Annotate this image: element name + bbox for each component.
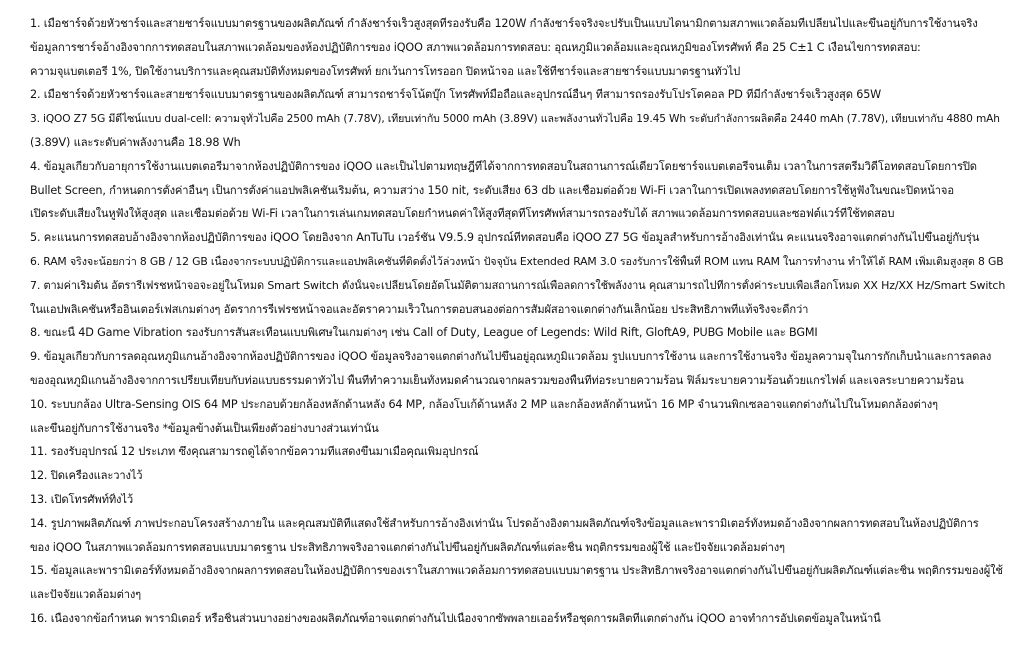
note-line: เปิดระดับเสียงในหูฟังให้สูงสุด และเชื่อมต่อด้วย Wi-Fi เวลาในการเล่นเกมทดสอบโดยกำหนดค่าให้สูงที่สุดที่โทรศัพท์สามารถรองรับได้ สภาพแวดล้อมการทดสอบและซอฟต์แวร์ที่ใช้ทดสอบ xyxy=(30,207,895,221)
note-line: (3.89V) และระดับค่าพลังงานคือ 18.98 Wh xyxy=(30,135,241,149)
note-line: และขึ้นอยู่กับการใช้งานจริง *ข้อมูลข้างต้นเป็นเพียงตัวอย่างบางส่วนเท่านั้น xyxy=(30,421,379,435)
note-line: 3. iQOO Z7 5G มีดีไซน์แบบ dual-cell: ความจุทั่วไปคือ 2500 mAh (7.78V), เทียบเท่ากับ 5000 mAh (3.89V) และพลังงานทั่วไปคือ 19.45 Wh ระดับกำลังการผลิตคือ 2440 mAh (7.78V), เทียบเท่ากับ 4880 mAh xyxy=(30,113,1000,126)
note-line: ข้อมูลการชาร์จอ้างอิงจากการทดสอบในสภาพแวดล้อมของห้องปฏิบัติการของ iQOO สภาพแวดล้อมการทดสอบ: อุณหภูมิแวดล้อมและอุณหภูมิของโทรศัพท์ คือ 25 C±1 C เงื่อนไขการทดสอบ: xyxy=(30,40,921,54)
note-line: 10. ระบบกล้อง Ultra-Sensing OIS 64 MP ประกอบด้วยกล้องหลักด้านหลัง 64 MP, กล้องโบเก้ด้านหลัง 2 MP และกล้องหลักด้านหน้า 16 MP จำนวนพิกเซลอาจแตกต่างกันไปในโหมดกล้องต่างๆ xyxy=(30,397,938,411)
note-line: 4. ข้อมูลเกี่ยวกับอายุการใช้งานแบตเตอรี่มาจากห้องปฏิบัติการของ iQOO และเป็นไปตามทฤษฎีที่ได้จากการทดสอบในสถานการณ์เดียวโดยชาร์จแบตเตอรี่จนเต็ม เวลาในการสตรีมวิดีโอทดสอบโดยการปิด xyxy=(30,159,977,173)
note-line: 5. คะแนนการทดสอบอ้างอิงจากห้องปฏิบัติการของ iQOO โดยอิงจาก AnTuTu เวอร์ชัน V9.5.9 อุปกรณ์ที่ทดสอบคือ iQOO Z7 5G ข้อมูลสำหรับการอ้างอิงเท่านั้น คะแนนจริงอาจแตกต่างกันไปขึ้นอยู่กับรุ่น xyxy=(30,231,980,245)
note-line: ของอุณหภูมิแกนอ้างอิงจากการเปรียบเทียบกับท่อแบบธรรมดาทั่วไป พื้นที่ทำความเย็นทั้งหมดคำนวณจากผลรวมของพื้นที่ท่อระบายความร้อน ฟิล์มระบายความร้อนด้วยแกรไฟต์ และเจลระบายความร้อน xyxy=(30,373,964,387)
note-line: และปัจจัยแวดล้อมต่างๆ xyxy=(30,588,142,602)
note-line: 13. เปิดโทรศัพท์ทิ้งไว้ xyxy=(30,492,133,506)
note-line: 12. ปิดเครื่องและวางไว้ xyxy=(30,469,143,483)
note-line: 1. เมื่อชาร์จด้วยหัวชาร์จและสายชาร์จแบบมาตรฐานของผลิตภัณฑ์ กำลังชาร์จเร็วสูงสุดที่รองรับคือ 120W กำลังชาร์จจริงจะปรับเป็นแบบไดนามิกตามสภาพแวดล้อมที่เปลี่ยนไปและขึ้นอยู่กับการใช้งานจริง xyxy=(30,17,978,30)
note-line: 16. เนื่องจากข้อกำหนด พารามิเตอร์ หรือชิ้นส่วนบางอย่างของผลิตภัณฑ์อาจแตกต่างกันไปเนื่องจากซัพพลายเออร์หรือชุดการผลิตที่แตกต่างกัน iQOO อาจทำการอัปเดตข้อมูลในหน้านี้ xyxy=(30,611,881,625)
note-line: 2. เมื่อชาร์จด้วยหัวชาร์จและสายชาร์จแบบมาตรฐานของผลิตภัณฑ์ สามารถชาร์จโน้ตบุ๊ก โทรศัพท์มือถือและอุปกรณ์อื่นๆ ที่สามารถรองรับโปรโตคอล PD ที่มีกำลังชาร์จเร็วสูงสุด 65W xyxy=(30,88,882,102)
note-line: 9. ข้อมูลเกี่ยวกับการลดอุณหภูมิแกนอ้างอิงจากห้องปฏิบัติการของ iQOO ข้อมูลจริงอาจแตกต่างกันไปขึ้นอยู่อุณหภูมิแวดล้อม รูปแบบการใช้งาน และการใช้งานจริง ข้อมูลความจุในการกักเก็บน้ำและการลดลง xyxy=(30,350,992,364)
note-line: Bullet Screen, กำหนดการตั้งค่าอื่นๆ เป็นการตั้งค่าแอปพลิเคชันเริ่มต้น, ความสว่าง 150 nit, ระดับเสียง 63 db และเชื่อมต่อด้วย Wi-Fi เวลาในการเปิดเพลงทดสอบโดยการใช้หูฟังในขณะปิดหน้าจอ xyxy=(30,183,954,197)
note-line: 14. รูปภาพผลิตภัณฑ์ ภาพประกอบโครงสร้างภายใน และคุณสมบัติที่แสดงใช้สำหรับการอ้างอิงเท่านั้น โปรดอ้างอิงตามผลิตภัณฑ์จริงข้อมูลและพารามิเตอร์ทั้งหมดอ้างอิงจากผลการทดสอบในห้องปฏิบัติการ xyxy=(30,516,979,530)
note-line: 6. RAM จริงจะน้อยกว่า 8 GB / 12 GB เนื่องจากระบบปฏิบัติการและแอปพลิเคชันที่ติดตั้งไว้ล่วงหน้า ปัจจุบัน Extended RAM 3.0 รองรับการใช้พื้นที่ ROM แทน RAM ในการทำงาน ทำให้ได้ RAM เพิ่มเติมสูงสุด 8 GB xyxy=(30,254,1004,268)
note-line: ของ iQOO ในสภาพแวดล้อมการทดสอบแบบมาตรฐาน ประสิทธิภาพจริงอาจแตกต่างกันไปขึ้นอยู่กับผลิตภัณฑ์แต่ละชิ้น พฤติกรรมของผู้ใช้ และปัจจัยแวดล้อมต่างๆ xyxy=(30,540,785,554)
note-line: 15. ข้อมูลและพารามิเตอร์ทั้งหมดอ้างอิงจากผลการทดสอบในห้องปฏิบัติการของเราในสภาพแวดล้อมการทดสอบแบบมาตรฐาน ประสิทธิภาพจริงอาจแตกต่างกันไปขึ้นอยู่กับผลิตภัณฑ์แต่ละชิ้น พฤติกรรมของผู้ใช้ xyxy=(30,564,1003,578)
note-line: ในแอปพลิเคชันหรืออินเตอร์เฟสเกมต่างๆ อัตราการรีเฟรชหน้าจอและอัตราความเร็วในการตอบสนองต่อการสัมผัสอาจแตกต่างกันเล็กน้อย ประสิทธิภาพที่แท้จริงจะดีกว่า xyxy=(30,302,809,316)
note-line: 8. ขณะนี้ 4D Game Vibration รองรับการสั่นสะเทือนแบบพิเศษในเกมต่างๆ เช่น Call of Duty, League of Legends: Wild Rift, GloftA9, PUBG Mobile และ BGMI xyxy=(30,326,818,340)
note-line: ความจุแบตเตอรี่ 1%, ปิดใช้งานบริการและคุณสมบัติทั้งหมดของโทรศัพท์ ยกเว้นการโทรออก ปิดหน้าจอ และใช้ที่ชาร์จและสายชาร์จแบบมาตรฐานทั่วไป xyxy=(30,64,741,78)
note-line: 11. รองรับอุปกรณ์ 12 ประเภท ซึ่งคุณสามารถดูได้จากข้อความที่แสดงขึ้นมาเมื่อคุณเพิ่มอุปกรณ์ xyxy=(30,445,479,459)
note-line: 7. ตามค่าเริ่มต้น อัตรารีเฟรชหน้าจอจะอยู่ในโหมด Smart Switch ดังนั้นจะเปลี่ยนโดยอัตโนมัติตามสถานการณ์เพื่อลดการใช้พลังงาน คุณสามารถไปที่การตั้งค่าระบบเพื่อเลือกโหมด XX Hz/XX Hz/Smart Switch xyxy=(30,278,1006,292)
